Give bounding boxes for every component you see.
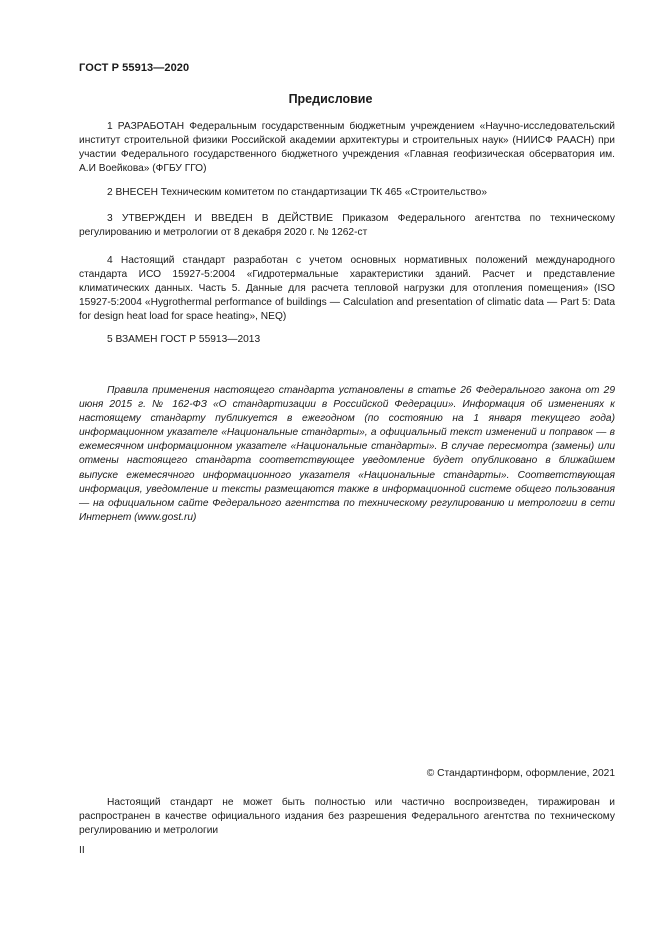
reproduction-notice: Настоящий стандарт не может быть полностью или частично воспроизведен, тиражирован и распространен в качестве официального издания без разрешения Федерального агентства по техническому регулированию и метрологии <box>79 797 615 837</box>
paragraph-based-on-iso: 4 Настоящий стандарт разработан с учетом основных нормативных положений международного стандарта ИСО 15927-5:2004 «Гидротермальные характеристики зданий. Расчет и представление климатических данных. Часть 5. Данные для расчета тепловой нагрузки для отопления помещения» (ISO 15927-5:2004 «Hygrothermal performance of buildings — Calculation and presentation of climatic data — Part 5: Data for design heat load for space heating», NEQ) <box>79 255 615 323</box>
paragraph-introduced-by: 2 ВНЕСЕН Техническим комитетом по стандартизации ТК 465 «Строительство» <box>107 187 487 198</box>
page-title: Предисловие <box>288 92 373 106</box>
standard-code: ГОСТ Р 55913—2020 <box>79 62 190 74</box>
copyright-line: © Стандартинформ, оформление, 2021 <box>426 768 615 779</box>
paragraph-replaces: 5 ВЗАМЕН ГОСТ Р 55913—2013 <box>107 334 261 345</box>
page-number: II <box>79 845 85 856</box>
application-rules-notice: Правила применения настоящего стандарта установлены в статье 26 Федерального закона от 29 июня 2015 г. № 162-ФЗ «О стандартизации в Российской Федерации». Информация об изменениях к настоящему стандарту публикуется в ежегодном (по состоянию на 1 января текущего года) информационном указателе «Национальные стандарты», а официальный текст изменений и поправок — в ежемесячном информационном указателе «Национальные стандарты». В случае пересмотра (замены) или отмены настоящего стандарта соответствующее уведомление будет опубликовано в ближайшем выпуске ежемесячного информационного указателя «Национальные стандарты». Соответствующая информация, уведомление и тексты размещаются также в информационной системе общего пользования — на официальном сайте Федерального агентства по техническому регулированию и метрологии в сети Интернет (www.gost.ru) <box>79 385 615 523</box>
paragraph-developed-by: 1 РАЗРАБОТАН Федеральным государственным бюджетным учреждением «Научно-исследовательский институт строительной физики Российской академии архитектуры и строительных наук» (НИИСФ РААСН) при участии Федерального государственного бюджетного учреждения «Главная геофизическая обсерватория им. А.И Воейкова» (ФГБУ ГГО) <box>79 121 615 175</box>
paragraph-approved: 3 УТВЕРЖДЕН И ВВЕДЕН В ДЕЙСТВИЕ Приказом Федерального агентства по техническому регулированию и метрологии от 8 декабря 2020 г. № 1262-ст <box>79 213 615 239</box>
